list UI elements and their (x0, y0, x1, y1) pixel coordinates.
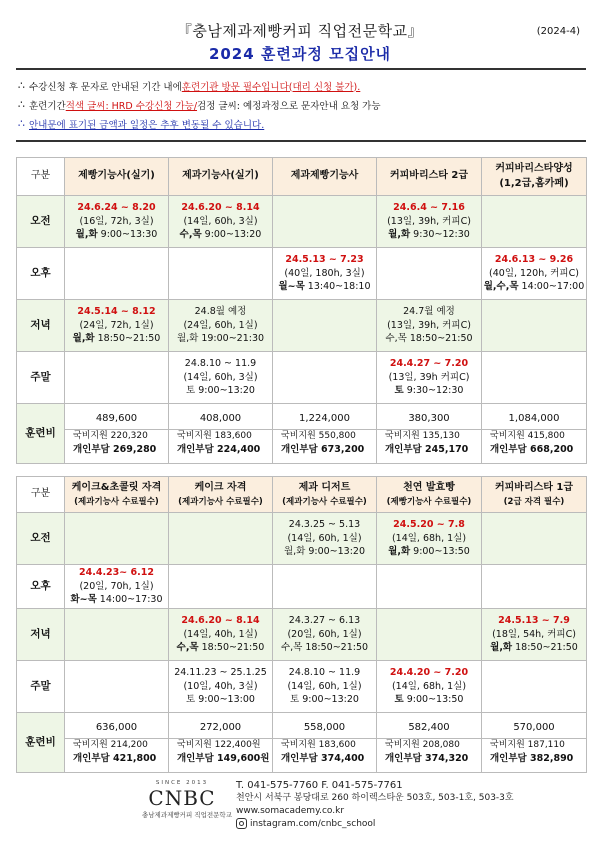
table-corner-label: 구분 (17, 477, 65, 513)
fee-total: 636,000 (65, 719, 168, 739)
time-slot-label: 주말 (17, 661, 65, 713)
session-cell (273, 609, 377, 661)
fee-total: 1,224,000 (273, 410, 376, 430)
contact-info (236, 779, 514, 831)
fee-government-support: 국비지원 550,800 (281, 430, 356, 441)
session-days: 수,목 (176, 642, 199, 654)
course-requirement: (제과기능사 수료필수) (178, 496, 263, 507)
session-days: 화~목 (70, 594, 97, 606)
session-time: 18:50~21:50 (94, 333, 161, 345)
logo-since: SINCE 2013 (155, 780, 209, 786)
empty-cell (273, 300, 377, 352)
empty-cell (273, 352, 377, 404)
fee-cell (273, 404, 377, 464)
fee-government-support: 국비지원 187,110 (490, 739, 565, 750)
fee-self-payment: 개인부담 224,400 (177, 443, 261, 455)
course-header (169, 158, 273, 196)
course-name: 커피바리스타 2급 (389, 170, 469, 182)
session-days: 월~목 (278, 281, 305, 293)
course-name: 커피바리스타 1급 (494, 482, 574, 494)
session-days: 월,화 (176, 333, 199, 345)
session-details: (13일, 39h 커피C) (388, 371, 470, 383)
session-cell (273, 248, 377, 300)
fee-row (17, 404, 587, 464)
course-requirement: (2급 자격 필수) (503, 496, 565, 507)
fee-government-support: 국비지원 220,320 (73, 430, 148, 441)
schedule-row (17, 609, 587, 661)
session-dates: 24.6.13 ~ 9.26 (494, 253, 574, 265)
session-time: 14:00~17:00 (518, 281, 585, 293)
session-time: 9:00~13:20 (299, 694, 359, 706)
empty-cell (65, 513, 169, 565)
course-name: 케이크&초콜릿 자격 (71, 482, 162, 494)
session-details: (14일, 40h, 1실) (183, 628, 258, 640)
time-slot-label: 주말 (17, 352, 65, 404)
fee-total: 489,600 (65, 410, 168, 430)
session-details: (40일, 120h, 커피C) (489, 267, 579, 279)
course-requirement: (1,2급,홈카페) (499, 177, 569, 189)
contact-phones: T. 041-575-7760 F. 041-575-7761 (236, 780, 403, 791)
course-header (273, 477, 377, 513)
session-dates: 24.6.20 ~ 8.14 (181, 201, 260, 213)
session-time: 9:30~12:30 (403, 385, 464, 397)
empty-cell (377, 248, 482, 300)
fee-cell (377, 404, 482, 464)
session-dates: 24.11.23 ~ 25.1.25 (174, 666, 267, 678)
session-dates: 24.3.25 ~ 5.13 (288, 518, 361, 530)
fee-total: 272,000 (169, 719, 272, 739)
empty-cell (65, 609, 169, 661)
session-details: (10일, 40h, 3실) (183, 680, 258, 692)
session-time: 9:00~13:20 (201, 229, 262, 241)
session-days: 토 (394, 385, 404, 397)
divider (16, 140, 586, 142)
session-time: 9:00~13:20 (195, 385, 255, 397)
bullet-icon: ∴ (18, 79, 25, 92)
empty-cell (65, 352, 169, 404)
notice-text: 훈련기간 (29, 100, 66, 112)
empty-cell (169, 565, 273, 609)
schedule-row (17, 300, 587, 352)
session-details: (20일, 70h, 1실) (79, 580, 154, 592)
schedule-table-2 (16, 476, 587, 773)
notice-item (18, 95, 583, 114)
session-time: 9:00~13:20 (305, 546, 366, 558)
fee-self-payment: 개인부담 421,800 (73, 752, 157, 764)
session-cell (377, 196, 482, 248)
session-time: 18:50~21:50 (406, 333, 473, 345)
course-header (482, 158, 587, 196)
fee-self-payment: 개인부담 149,600원 (177, 752, 270, 764)
school-logo (142, 780, 232, 819)
session-cell (377, 300, 482, 352)
session-dates: 24.8.10 ~ 11.9 (184, 357, 257, 369)
contact-instagram[interactable]: instagram.com/cnbc_school (250, 819, 376, 829)
course-header (273, 158, 377, 196)
logo-text: CNBC (148, 786, 216, 810)
session-days: 토 (186, 385, 196, 397)
empty-cell (377, 609, 482, 661)
notice-text: 수강신청 후 문자로 안내된 기간 내에 (29, 81, 182, 93)
empty-cell (377, 565, 482, 609)
logo-school-name: 충남제과제빵커피 직업전문학교 (142, 811, 232, 819)
course-name: 커피바리스타양성 (495, 163, 573, 174)
session-cell (377, 352, 482, 404)
session-cell (169, 661, 273, 713)
fee-total: 570,000 (482, 719, 586, 739)
schedule-row (17, 661, 587, 713)
course-name: 제과제빵기능사 (290, 170, 359, 182)
contact-address: 천안시 서북구 봉당대로 260 하이렉스타운 503호, 503-1호, 503-3호 (236, 793, 514, 803)
fee-cell (169, 404, 273, 464)
fee-self-payment: 개인부담 374,400 (281, 752, 365, 764)
session-time: 9:00~13:50 (410, 546, 470, 558)
session-days: 수,목 (179, 229, 202, 241)
course-name: 천연 발효빵 (403, 482, 455, 494)
empty-cell (482, 513, 587, 565)
session-days: 월,화 (388, 229, 411, 241)
course-name: 제과 디저트 (298, 482, 351, 494)
bullet-icon: ∴ (18, 98, 25, 111)
document-subtitle: 2024 훈련과정 모집안내 (208, 45, 392, 63)
course-header (482, 477, 587, 513)
empty-cell (482, 300, 587, 352)
notice-item (18, 76, 583, 95)
course-header (65, 477, 169, 513)
fee-government-support: 국비지원 415,800 (490, 430, 565, 441)
fee-total: 582,400 (377, 719, 481, 739)
session-days: 월,화 (490, 642, 513, 654)
course-header (169, 477, 273, 513)
course-requirement: (제빵기능사 수료필수) (386, 496, 472, 507)
session-time: 14:00~17:30 (96, 594, 163, 606)
session-details: (14일, 60h, 3실) (183, 215, 258, 227)
session-cell (169, 609, 273, 661)
course-name: 제빵기능사(실기) (78, 170, 155, 182)
session-cell (377, 513, 482, 565)
session-dates: 24.5.13 ~ 7.9 (498, 614, 570, 626)
session-details: (40일, 180h, 3실) (284, 267, 365, 279)
fee-self-payment: 개인부담 382,890 (490, 752, 574, 764)
document-date: (2024-4) (536, 26, 580, 37)
session-days: 월,수,목 (483, 281, 519, 293)
session-details: (14일, 68h, 1실) (391, 532, 467, 544)
fee-self-payment: 개인부담 673,200 (281, 443, 365, 455)
session-cell (273, 661, 377, 713)
divider (16, 68, 586, 70)
fee-self-payment: 개인부담 374,320 (385, 752, 469, 764)
session-time: 9:00~13:50 (403, 694, 464, 706)
empty-cell (482, 196, 587, 248)
session-dates: 24.4.20 ~ 7.20 (389, 666, 469, 678)
fee-total: 558,000 (273, 719, 376, 739)
session-cell (65, 196, 169, 248)
course-header (65, 158, 169, 196)
time-slot-label: 저녁 (17, 300, 65, 352)
empty-cell (273, 196, 377, 248)
session-dates: 24.4.23~ 6.12 (79, 566, 154, 578)
session-details: (24일, 72h, 1실) (79, 319, 154, 331)
session-time: 18:50~21:50 (302, 642, 369, 654)
fee-cell (273, 713, 377, 773)
session-dates: 24.5.14 ~ 8.12 (77, 305, 156, 317)
fee-label: 훈련비 (17, 713, 65, 773)
fee-government-support: 국비지원 214,200 (73, 739, 148, 750)
session-days: 월,화 (388, 546, 411, 558)
session-dates: 24.7월 예정 (403, 305, 455, 317)
session-details: (13일, 39h, 커피C) (387, 319, 471, 331)
notice-highlight: 훈련기관 방문 필수입니다(대리 신청 불가). (181, 81, 361, 93)
session-cell (169, 352, 273, 404)
session-details: (14일, 68h, 1실) (391, 680, 467, 692)
fee-cell (482, 713, 587, 773)
fee-government-support: 국비지원 208,080 (385, 739, 460, 750)
session-days: 토 (290, 694, 300, 706)
fee-cell (65, 404, 169, 464)
session-dates: 24.6.4 ~ 7.16 (393, 201, 465, 213)
session-dates: 24.6.24 ~ 8.20 (77, 201, 156, 213)
fee-cell (169, 713, 273, 773)
session-days: 토 (394, 694, 404, 706)
fee-government-support: 국비지원 135,130 (385, 430, 460, 441)
time-slot-label: 오전 (17, 196, 65, 248)
session-days: 토 (186, 694, 196, 706)
session-days: 월,화 (283, 546, 306, 558)
schedule-row (17, 513, 587, 565)
session-cell (169, 300, 273, 352)
fee-total: 1,084,000 (482, 410, 586, 430)
course-name: 제과기능사(실기) (182, 170, 259, 182)
notice-highlight: 안내문에 표기된 금액과 일정은 추후 변동될 수 있습니다. (29, 119, 265, 131)
schedule-row (17, 196, 587, 248)
table-corner-label: 구분 (17, 158, 65, 196)
empty-cell (482, 565, 587, 609)
time-slot-label: 저녁 (17, 609, 65, 661)
session-cell (273, 513, 377, 565)
session-time: 18:50~21:50 (512, 642, 578, 654)
empty-cell (65, 661, 169, 713)
session-details: (14일, 60h, 1실) (287, 532, 362, 544)
course-header (377, 158, 482, 196)
session-time: 9:00~13:00 (195, 694, 255, 706)
fee-total: 380,300 (377, 410, 481, 430)
fee-government-support: 국비지원 183,600 (281, 739, 356, 750)
session-dates: 24.5.13 ~ 7.23 (285, 253, 364, 265)
course-requirement: (제과기능사 수료필수) (282, 496, 367, 507)
contact-website[interactable]: www.somacademy.co.kr (236, 806, 345, 816)
session-cell (482, 609, 587, 661)
fee-row (17, 713, 587, 773)
session-cell (482, 248, 587, 300)
schedule-row (17, 248, 587, 300)
schedule-row (17, 352, 587, 404)
session-cell (65, 565, 169, 609)
session-cell (377, 661, 482, 713)
fee-total: 408,000 (169, 410, 272, 430)
notice-item (18, 114, 583, 133)
empty-cell (482, 352, 587, 404)
session-time: 19:00~21:30 (198, 333, 265, 345)
session-dates: 24.6.20 ~ 8.14 (181, 614, 260, 626)
session-dates: 24.3.27 ~ 6.13 (288, 614, 361, 626)
schedule-row (17, 565, 587, 609)
fee-self-payment: 개인부담 668,200 (490, 443, 574, 455)
schedule-table-1 (16, 157, 587, 464)
empty-cell (169, 248, 273, 300)
session-days: 월,화 (75, 229, 98, 241)
session-dates: 24.5.20 ~ 7.8 (393, 518, 465, 530)
course-header (377, 477, 482, 513)
course-name: 케이크 자격 (194, 482, 247, 494)
fee-self-payment: 개인부담 245,170 (385, 443, 469, 455)
fee-cell (377, 713, 482, 773)
notice-text-end: 검정 글씨: 예정과정으로 문자안내 요청 가능 (197, 100, 381, 112)
fee-self-payment: 개인부담 269,280 (73, 443, 157, 455)
session-details: (24일, 60h, 1실) (183, 319, 258, 331)
course-requirement: (제과기능사 수료필수) (74, 496, 159, 507)
session-details: (20일, 60h, 1실) (287, 628, 362, 640)
time-slot-label: 오후 (17, 565, 65, 609)
session-cell (169, 196, 273, 248)
notice-highlight: 적색 글씨: HRD 수강신청 가능/ (65, 100, 198, 112)
fee-government-support: 국비지원 122,400원 (177, 739, 261, 750)
empty-cell (273, 565, 377, 609)
fee-cell (482, 404, 587, 464)
session-time: 18:50~21:50 (198, 642, 265, 654)
session-time: 9:00~13:30 (97, 229, 158, 241)
session-details: (18일, 54h, 커피C) (492, 628, 576, 640)
session-dates: 24.8월 예정 (194, 305, 247, 317)
document-title: 『충남제과제빵커피 직업전문학교』 (176, 22, 424, 40)
session-details: (14일, 60h, 1실) (287, 680, 362, 692)
notice-list (18, 76, 583, 133)
session-dates: 24.8.10 ~ 11.9 (288, 666, 361, 678)
session-days: 월,화 (72, 333, 95, 345)
time-slot-label: 오후 (17, 248, 65, 300)
empty-cell (65, 248, 169, 300)
empty-cell (482, 661, 587, 713)
fee-label: 훈련비 (17, 404, 65, 464)
session-days: 수,목 (280, 642, 303, 654)
empty-cell (169, 513, 273, 565)
session-time: 9:30~12:30 (410, 229, 470, 241)
bullet-icon: ∴ (18, 117, 25, 130)
session-dates: 24.4.27 ~ 7.20 (389, 357, 469, 369)
session-time: 13:40~18:10 (304, 281, 371, 293)
fee-cell (65, 713, 169, 773)
fee-government-support: 국비지원 183,600 (177, 430, 252, 441)
session-details: (14일, 60h, 3실) (183, 371, 258, 383)
session-days: 수,목 (385, 333, 407, 345)
time-slot-label: 오전 (17, 513, 65, 565)
session-details: (16일, 72h, 3실) (79, 215, 154, 227)
session-cell (65, 300, 169, 352)
instagram-icon (236, 818, 247, 829)
session-details: (13일, 39h, 커피C) (387, 215, 471, 227)
